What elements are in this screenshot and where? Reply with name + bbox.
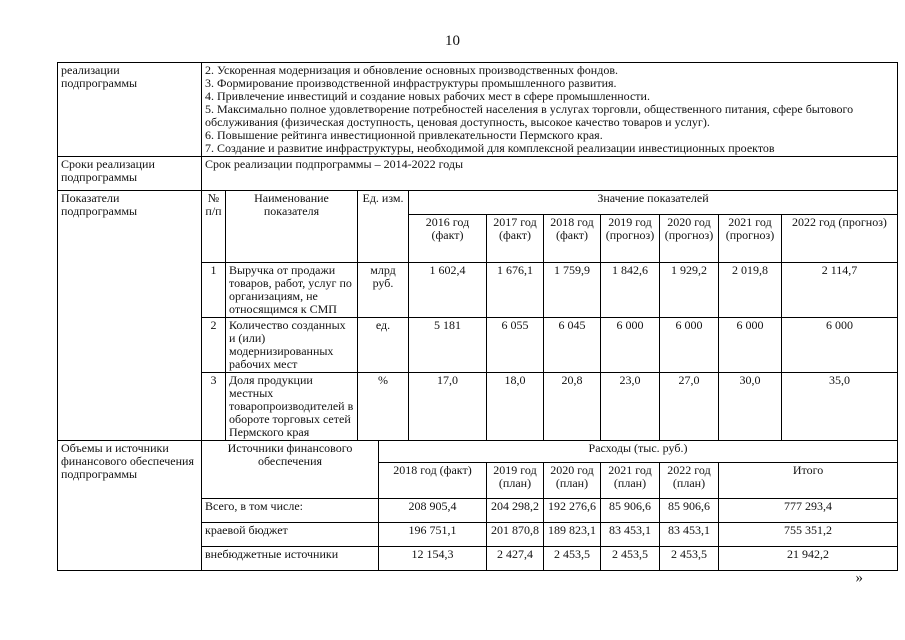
- expense-value: 2 427,4: [487, 547, 544, 571]
- year-header: 2018 год (факт): [544, 215, 601, 263]
- expense-value: 83 453,1: [660, 523, 719, 547]
- implementation-row: [58, 63, 898, 157]
- expense-value: 196 751,1: [379, 523, 487, 547]
- row-num: 1: [202, 263, 226, 318]
- expense-value: 777 293,4: [719, 499, 898, 523]
- indicator-value: 6 000: [660, 318, 719, 373]
- expense-value: 2 453,5: [544, 547, 601, 571]
- subprogram-passport-table: [57, 62, 898, 571]
- row-num: 3: [202, 373, 226, 441]
- implementation-list: [202, 63, 898, 157]
- year-header: 2019 год (прогноз): [601, 215, 660, 263]
- expense-value: 201 870,8: [487, 523, 544, 547]
- indicator-value: 6 045: [544, 318, 601, 373]
- expense-value: 204 298,2: [487, 499, 544, 523]
- page-number: 10: [445, 33, 460, 49]
- financing-header-row: [58, 441, 898, 463]
- source-name: Всего, в том числе:: [202, 499, 379, 523]
- indicator-value: 2 114,7: [782, 263, 898, 318]
- expense-value: 83 453,1: [601, 523, 660, 547]
- expense-value: 755 351,2: [719, 523, 898, 547]
- year-header: 2021 год (план): [601, 463, 660, 499]
- expense-value: 2 453,5: [601, 547, 660, 571]
- expense-value: 12 154,3: [379, 547, 487, 571]
- terms-label: Сроки реализации подпрограммы: [58, 157, 202, 191]
- expense-value: 192 276,6: [544, 499, 601, 523]
- list-item: 3. Формирование производственной инфраструктуры промышленного развития.: [205, 76, 617, 90]
- row-num: 2: [202, 318, 226, 373]
- closing-quote-mark: »: [855, 570, 863, 586]
- expense-value: 85 906,6: [660, 499, 719, 523]
- year-header: 2017 год (факт): [487, 215, 544, 263]
- col-values-header: Значение показателей: [409, 191, 898, 215]
- indicator-unit: ед.: [358, 318, 409, 373]
- indicator-value: 20,8: [544, 373, 601, 441]
- implementation-label: реализации подпрограммы: [58, 63, 202, 157]
- year-header: 2022 год (прогноз): [782, 215, 898, 263]
- indicator-value: 1 759,9: [544, 263, 601, 318]
- indicator-value: 17,0: [409, 373, 487, 441]
- col-expenses-header: Расходы (тыс. руб.): [379, 441, 898, 463]
- indicator-value: 1 842,6: [601, 263, 660, 318]
- source-name: краевой бюджет: [202, 523, 379, 547]
- financing-label: Объемы и источники финансового обеспечения подпрограммы: [58, 441, 202, 571]
- year-header: 2018 год (факт): [379, 463, 487, 499]
- terms-row: [58, 157, 898, 191]
- indicator-value: 1 929,2: [660, 263, 719, 318]
- indicator-value: 27,0: [660, 373, 719, 441]
- indicator-value: 5 181: [409, 318, 487, 373]
- indicator-name: Количество созданных и (или) модернизированных рабочих мест: [226, 318, 358, 373]
- source-name: внебюджетные источники: [202, 547, 379, 571]
- terms-value: Срок реализации подпрограммы – 2014-2022 годы: [202, 157, 898, 191]
- year-header: 2016 год (факт): [409, 215, 487, 263]
- list-item: 6. Повышение рейтинга инвестиционной привлекательности Пермского края.: [205, 128, 603, 142]
- indicators-header-row: [58, 191, 898, 215]
- indicator-value: 1 676,1: [487, 263, 544, 318]
- indicator-unit: млрд руб.: [358, 263, 409, 318]
- indicator-value: 35,0: [782, 373, 898, 441]
- expense-value: 208 905,4: [379, 499, 487, 523]
- indicator-value: 2 019,8: [719, 263, 782, 318]
- list-item: 5. Максимально полное удовлетворение потребностей населения в услугах торговли, общественного питания, сфере бытового обслуживания (физическая доступность, ценовая доступность, высокое качество товаров и услуг).: [205, 102, 854, 129]
- col-name-header: Наименование показателя: [226, 191, 358, 263]
- indicator-value: 6 000: [601, 318, 660, 373]
- expense-value: 2 453,5: [660, 547, 719, 571]
- indicator-name: Доля продукции местных товаропроизводителей в обороте торговых сетей Пермского края: [226, 373, 358, 441]
- indicator-value: 1 602,4: [409, 263, 487, 318]
- expense-value: 21 942,2: [719, 547, 898, 571]
- year-header: 2022 год (план): [660, 463, 719, 499]
- year-header: Итого: [719, 463, 898, 499]
- list-item: 4. Привлечение инвестиций и создание новых рабочих мест в сфере промышленности.: [205, 89, 650, 103]
- indicator-value: 23,0: [601, 373, 660, 441]
- indicator-value: 6 055: [487, 318, 544, 373]
- indicator-name: Выручка от продажи товаров, работ, услуг по организациям, не относящимся к СМП: [226, 263, 358, 318]
- list-item: 2. Ускоренная модернизация и обновление основных производственных фондов.: [205, 63, 619, 77]
- col-num-header: № п/п: [202, 191, 226, 263]
- indicators-label: Показатели подпрограммы: [58, 191, 202, 441]
- indicator-value: 30,0: [719, 373, 782, 441]
- year-header: 2020 год (план): [544, 463, 601, 499]
- year-header: 2021 год (прогноз): [719, 215, 782, 263]
- indicator-value: 6 000: [782, 318, 898, 373]
- year-header: 2019 год (план): [487, 463, 544, 499]
- indicator-value: 18,0: [487, 373, 544, 441]
- indicator-unit: %: [358, 373, 409, 441]
- col-source-header: Источники финансового обеспечения: [202, 441, 379, 499]
- expense-value: 189 823,1: [544, 523, 601, 547]
- indicator-value: 6 000: [719, 318, 782, 373]
- list-item: 7. Создание и развитие инфраструктуры, необходимой для комплексной реализации инвестиционных проектов: [205, 141, 775, 155]
- expense-value: 85 906,6: [601, 499, 660, 523]
- year-header: 2020 год (прогноз): [660, 215, 719, 263]
- col-unit-header: Ед. изм.: [358, 191, 409, 263]
